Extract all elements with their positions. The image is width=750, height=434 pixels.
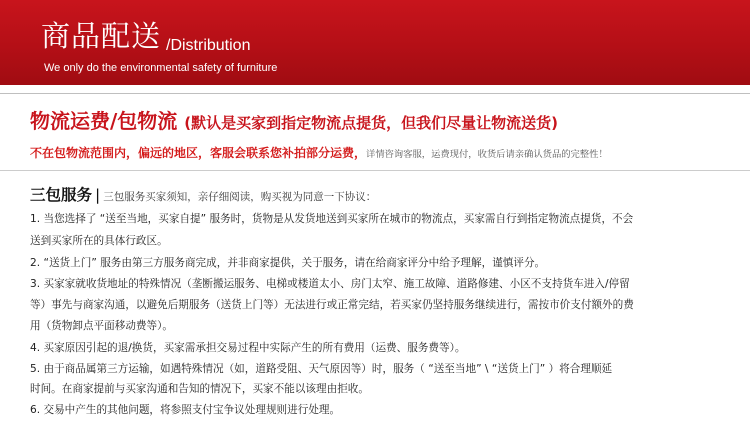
service-line-4: 3. 买家家就收货地址的特殊情况（垄断搬运服务、电梯或楼道太小、房门太窄、施工故障、道路修建、小区不支持货车进入/停留 xyxy=(30,278,630,290)
divider-middle xyxy=(0,170,750,171)
logistics-title: 物流运费/包物流 xyxy=(30,109,178,133)
banner-title: 商品配送 xyxy=(41,19,162,53)
service-line-7: 4. 买家原因引起的退/换货，买家需承担交易过程中实际产生的所有费用（运费、服务费等）。 xyxy=(30,342,466,354)
service-line-10: 6. 交易中产生的其他问题，将参照支付宝争议处理规则进行处理。 xyxy=(30,404,341,416)
service-heading xyxy=(30,185,376,207)
header-banner xyxy=(0,0,750,85)
logistics-heading xyxy=(30,107,558,137)
service-line-8: 5. 由于商品属第三方运输，如遇特殊情况（如，道路受阻、天气原因等）时，服务（ “送至当地” \ “送货上门” ）将合理顺延 xyxy=(30,363,613,375)
service-line-1: 1. 当您选择了 “送至当地，买家自提” 服务时，货物是从发货地送到买家所在城市的物流点，买家需自行到指定物流点提货，不会 xyxy=(30,213,634,225)
service-separator: | xyxy=(95,186,101,204)
service-line-2: 送到买家所在的具体行政区。 xyxy=(30,235,168,247)
logistics-warning: 不在包物流范围内，偏远的地区，客服会联系您补拍部分运费， xyxy=(30,146,367,160)
service-intro: 三包服务买家须知，亲仔细阅读，购买视为同意一下协议： xyxy=(103,191,377,203)
service-line-3: 2. “送货上门” 服务由第三方服务商完成，并非商家提供，关于服务，请在给商家评分中给予理解，谨慎评分。 xyxy=(30,257,546,269)
service-line-9: 时间。在商家提前与买家沟通和告知的情况下，买家不能以该理由拒收。 xyxy=(30,383,369,395)
banner-title-english: /Distribution xyxy=(166,37,251,54)
service-line-5: 等）事先与商家沟通，以避免后期服务（送货上门等）无法进行或正常完结，若买家仍坚持服务继续进行，需按市价支付额外的费 xyxy=(30,299,634,311)
logistics-note: (默认是买家到指定物流点提货，但我们尽量让物流送货) xyxy=(184,114,558,132)
service-title: 三包服务 xyxy=(30,186,93,204)
logistics-warning-line xyxy=(30,143,608,164)
banner-subtitle: We only do the environmental safety of furniture xyxy=(44,62,278,74)
service-line-6: 用（货物卸点平面移动费等）。 xyxy=(30,320,174,332)
logistics-detail: 详情咨询客服，运费现付，收货后请亲确认货品的完整性！ xyxy=(366,149,608,160)
divider-top xyxy=(0,93,750,94)
